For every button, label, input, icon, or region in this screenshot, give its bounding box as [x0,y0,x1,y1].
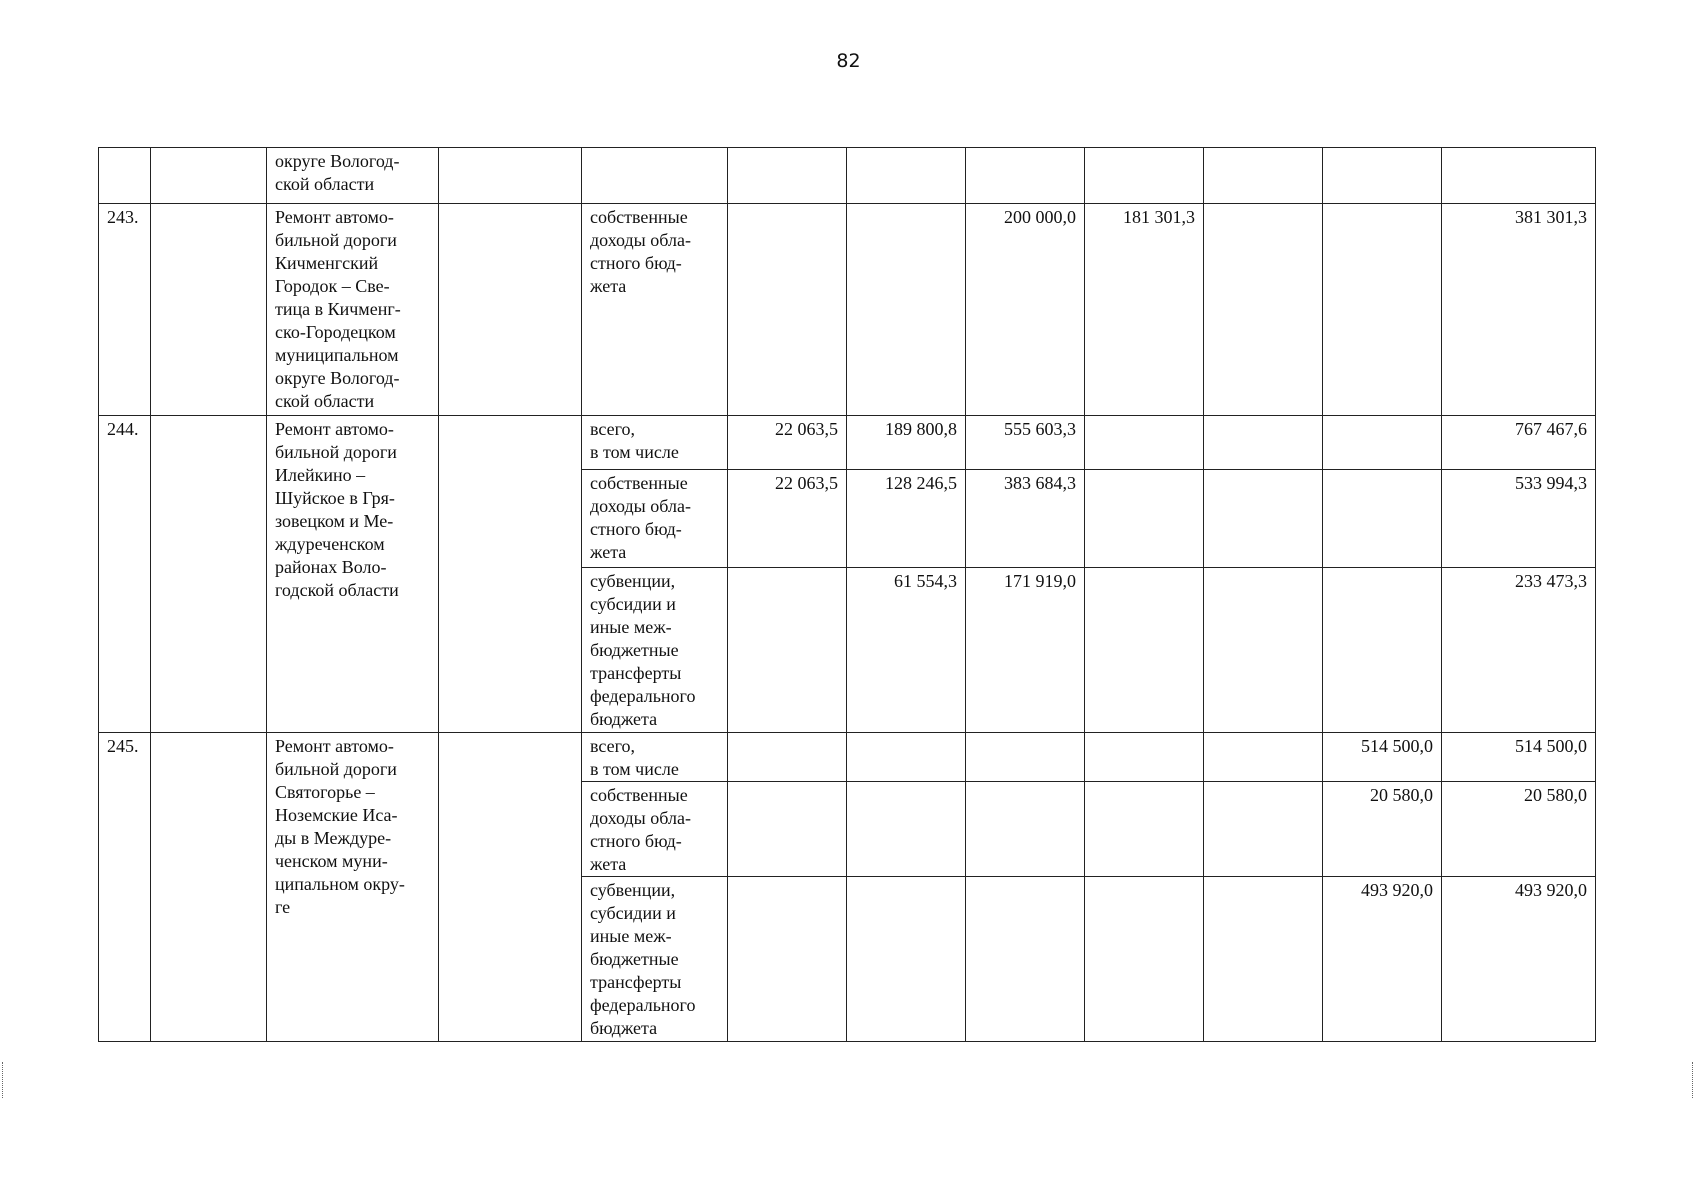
object-name-cell-text: округе Вологод- ской области [275,151,400,194]
funding-source-cell-text: субвенции, субсидии и иные меж- бюджетные трансферты федерального бюджета [590,880,696,1038]
amount-cell [1442,782,1596,877]
row-index-cell-text: 244. [107,419,139,439]
amount-cell [728,470,847,568]
amount-cell-text: 514 500,0 [1515,736,1587,756]
amount-cell [847,204,966,416]
object-name-cell-text: Ремонт автомо- бильной дороги Илейкино – Шуйское в Гря- зовецком и Ме- ждуреченском районах Воло- годской области [275,419,399,600]
row-index-cell [99,733,151,1042]
table-row [99,416,1596,470]
funding-source-cell [582,782,728,877]
table-body [99,148,1596,1042]
funding-source-cell-text: собственные доходы обла- стного бюд- жета [590,473,691,562]
funding-source-cell-text: всего, в том числе [590,419,679,462]
table-row [99,204,1596,416]
amount-cell [1323,416,1442,470]
empty-cell [582,148,728,204]
amount-cell [728,568,847,733]
funding-source-cell-text: субвенции, субсидии и иные меж- бюджетные трансферты федерального бюджета [590,571,696,729]
table-row [99,148,1596,204]
amount-cell-text: 493 920,0 [1361,880,1433,900]
empty-cell [728,148,847,204]
amount-cell-text: 181 301,3 [1123,207,1195,227]
empty-cell [1442,148,1596,204]
amount-cell [1085,733,1204,782]
amount-cell [847,733,966,782]
amount-cell [966,568,1085,733]
amount-cell-text: 20 580,0 [1524,785,1587,805]
index-cell [99,148,151,204]
funding-source-cell [582,204,728,416]
amount-cell [966,877,1085,1042]
amount-cell [1323,568,1442,733]
funding-source-cell-text: всего, в том числе [590,736,679,779]
amount-cell-text: 533 994,3 [1515,473,1587,493]
amount-cell [847,782,966,877]
amount-cell-text: 381 301,3 [1515,207,1587,227]
empty-cell [151,416,267,733]
amount-cell [1204,782,1323,877]
funding-source-cell [582,416,728,470]
amount-cell [1085,204,1204,416]
amount-cell [1085,470,1204,568]
page-number: 82 [836,50,861,72]
amount-cell [728,877,847,1042]
amount-cell-text: 767 467,6 [1515,419,1587,439]
amount-cell [1085,877,1204,1042]
amount-cell [728,416,847,470]
empty-cell [1204,148,1323,204]
amount-cell-text: 61 554,3 [894,571,957,591]
amount-cell [847,470,966,568]
amount-cell [1323,204,1442,416]
amount-cell [847,877,966,1042]
amount-cell-text: 514 500,0 [1361,736,1433,756]
funding-source-cell-text: собственные доходы обла- стного бюд- жета [590,785,691,874]
amount-cell [1204,568,1323,733]
budget-table [98,147,1596,1042]
empty-cell [439,204,582,416]
table-row [99,733,1596,782]
amount-cell [1323,733,1442,782]
object-name-cell-text: Ремонт автомо- бильной дороги Кичменгский Городок – Све- тица в Кичменг- ско-Городецком муниципальном округе Вологод- ской области [275,207,401,411]
amount-cell [1204,733,1323,782]
amount-cell [1204,416,1323,470]
amount-cell-text: 22 063,5 [775,473,838,493]
amount-cell [1204,470,1323,568]
funding-source-cell [582,877,728,1042]
amount-cell-text: 493 920,0 [1515,880,1587,900]
empty-cell [151,204,267,416]
amount-cell-text: 128 246,5 [885,473,957,493]
object-name-cell [267,733,439,1042]
amount-cell [1442,204,1596,416]
scan-edge-mark-right [1692,1062,1695,1098]
empty-cell [1323,148,1442,204]
empty-cell [151,148,267,204]
amount-cell [728,733,847,782]
amount-cell [1442,877,1596,1042]
amount-cell [1323,782,1442,877]
amount-cell [1442,470,1596,568]
amount-cell [966,782,1085,877]
amount-cell [847,416,966,470]
object-name-cell-text: Ремонт автомо- бильной дороги Святогорье – Ноземские Иса- ды в Междуре- ченском муни- ципальном окру- ге [275,736,405,917]
amount-cell [728,782,847,877]
amount-cell [1442,733,1596,782]
empty-cell [439,416,582,733]
amount-cell [1442,568,1596,733]
amount-cell [966,416,1085,470]
amount-cell [1442,416,1596,470]
amount-cell [1204,204,1323,416]
empty-cell [151,733,267,1042]
row-index-cell [99,416,151,733]
funding-source-cell [582,568,728,733]
object-name-cell [267,204,439,416]
amount-cell [1085,416,1204,470]
funding-source-cell-text: собственные доходы обла- стного бюд- жета [590,207,691,296]
row-index-cell-text: 245. [107,736,139,756]
empty-cell [966,148,1085,204]
amount-cell [1323,470,1442,568]
amount-cell [728,204,847,416]
object-name-cell [267,416,439,733]
empty-cell [1085,148,1204,204]
amount-cell [1204,877,1323,1042]
amount-cell [1085,782,1204,877]
scan-edge-mark-left [2,1062,5,1098]
empty-cell [439,148,582,204]
row-index-cell-text: 243. [107,207,139,227]
amount-cell-text: 171 919,0 [1004,571,1076,591]
amount-cell-text: 555 603,3 [1004,419,1076,439]
funding-source-cell [582,733,728,782]
amount-cell-text: 22 063,5 [775,419,838,439]
row-index-cell [99,204,151,416]
amount-cell-text: 233 473,3 [1515,571,1587,591]
empty-cell [847,148,966,204]
funding-source-cell [582,470,728,568]
amount-cell [1085,568,1204,733]
amount-cell [966,204,1085,416]
empty-cell [439,733,582,1042]
amount-cell [1323,877,1442,1042]
amount-cell [966,470,1085,568]
amount-cell-text: 383 684,3 [1004,473,1076,493]
object-name-cell [267,148,439,204]
amount-cell-text: 189 800,8 [885,419,957,439]
amount-cell-text: 200 000,0 [1004,207,1076,227]
amount-cell [966,733,1085,782]
amount-cell [847,568,966,733]
amount-cell-text: 20 580,0 [1370,785,1433,805]
